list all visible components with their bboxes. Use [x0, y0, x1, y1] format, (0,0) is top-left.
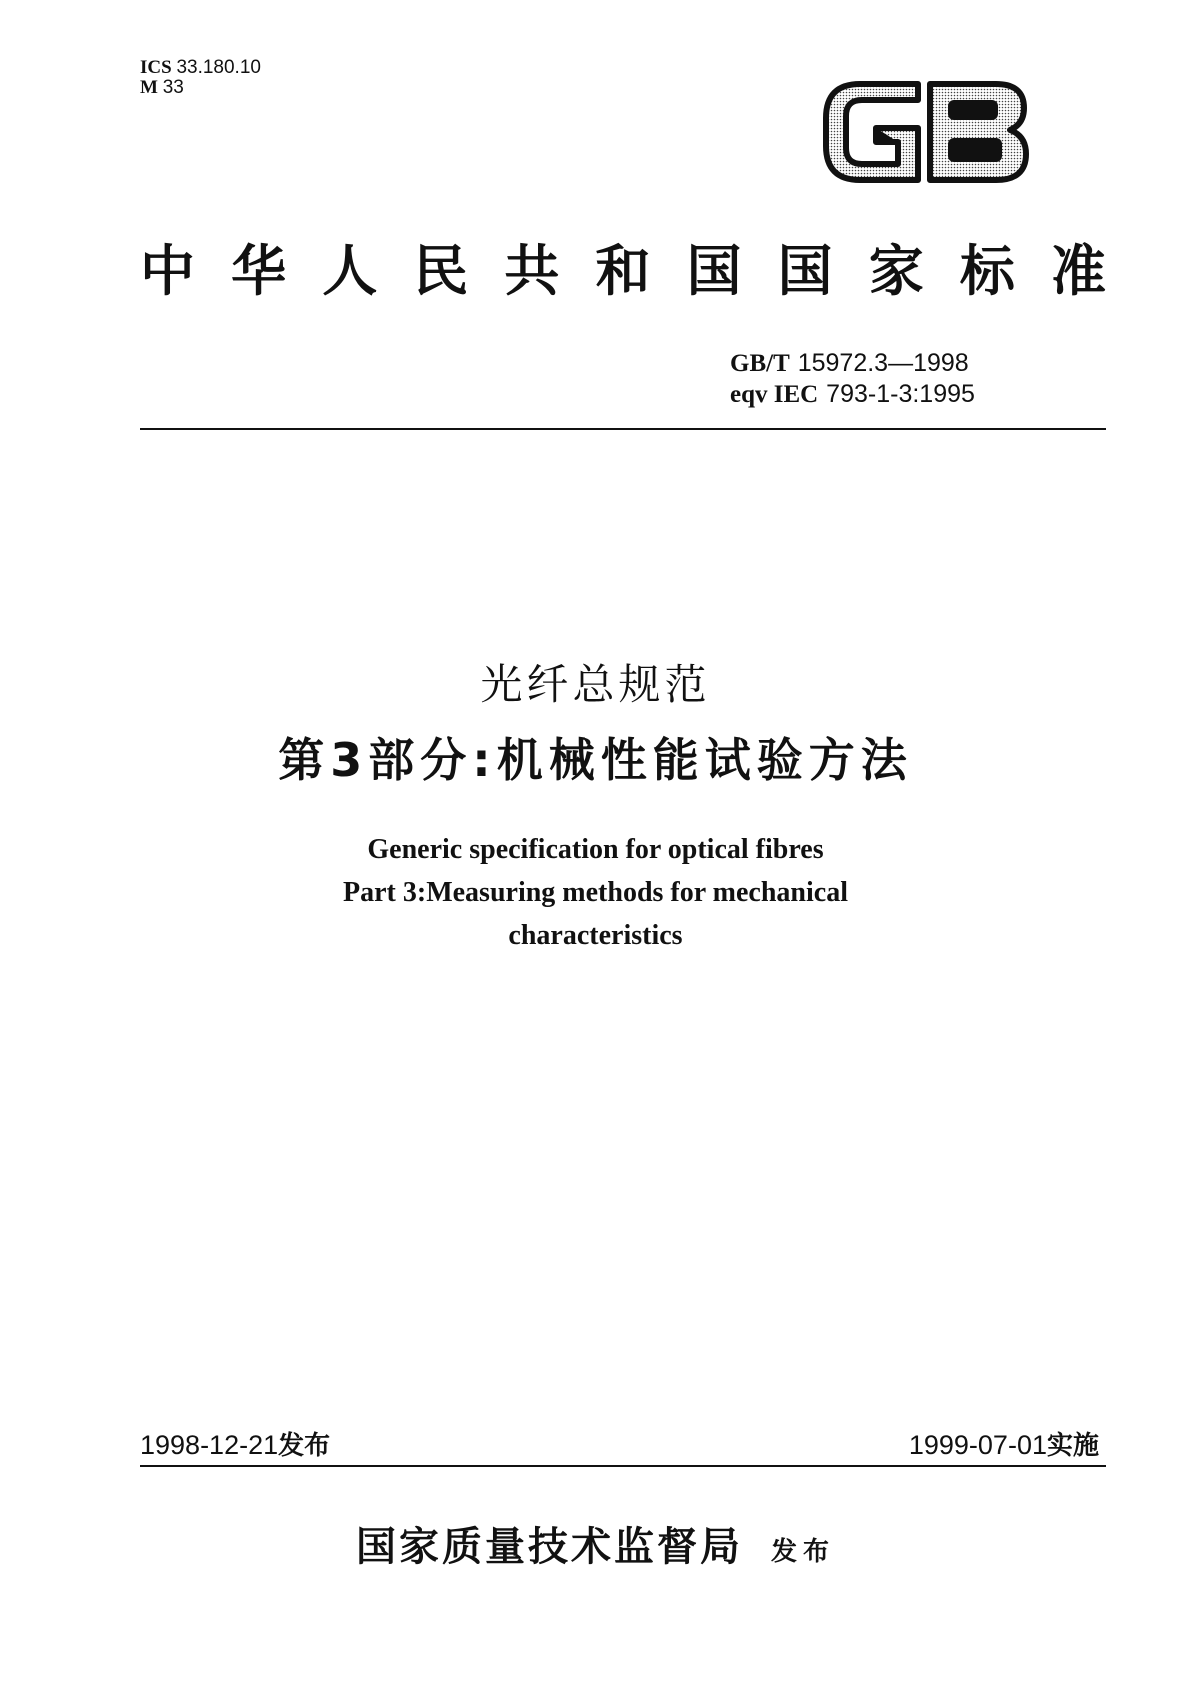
publisher [0, 1515, 1191, 1572]
title-english-line1: Generic specification for optical fibres [367, 834, 824, 865]
gb-logo-icon [818, 76, 1033, 188]
footer-divider [140, 1465, 1106, 1467]
issue-date: 1998-12-21发布 [140, 1430, 331, 1461]
gb-number: GB/T 15972.3—1998 [730, 349, 969, 377]
ics-code: ICS 33.180.10 [140, 57, 261, 78]
country-standard-title: 中 华 人 民 共 和 国 国 家 标 准 [140, 238, 1106, 303]
publisher-action: 发布 [770, 1537, 835, 1567]
title-english [0, 828, 1191, 957]
title-english-line3: characteristics [508, 920, 683, 951]
header-divider [140, 428, 1106, 430]
eqv-number: eqv IEC 793-1-3:1995 [730, 380, 975, 408]
standard-numbers [730, 348, 975, 410]
title-english-line2: Part 3:Measuring methods for mechanical [343, 877, 848, 908]
publisher-org: 国家质量技术监督局 [355, 1523, 743, 1570]
classification-codes [140, 58, 261, 98]
title-chinese-line2: 第3部分:机械性能试验方法 [278, 733, 913, 787]
effective-date: 1999-07-01实施 [908, 1430, 1099, 1461]
category-code: M 33 [140, 77, 184, 98]
title-chinese-line1: 光纤总规范 [480, 660, 711, 709]
